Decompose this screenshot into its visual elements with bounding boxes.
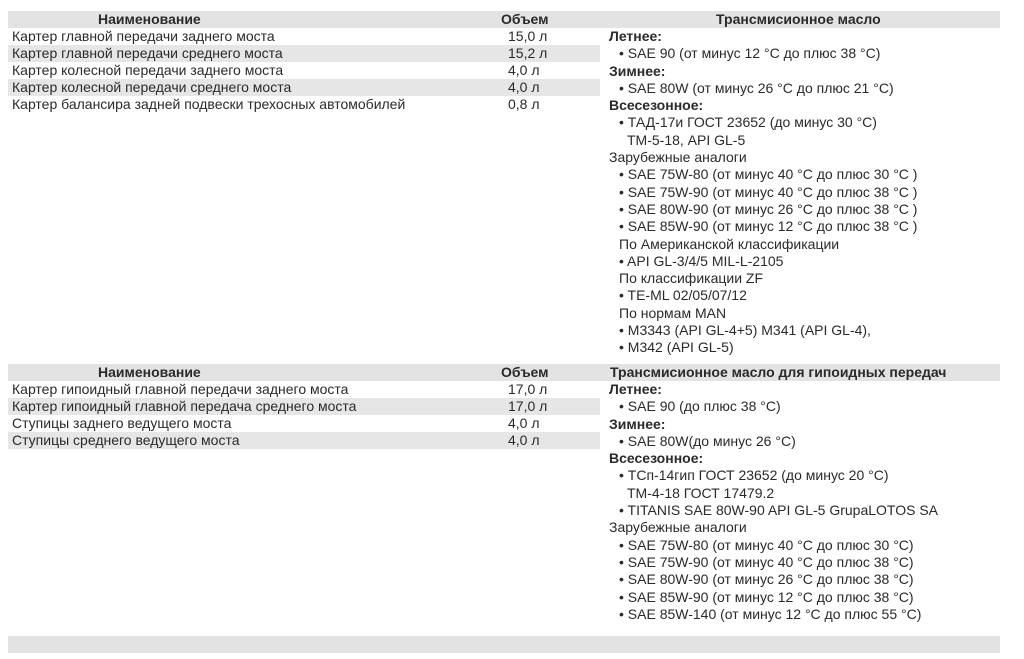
oil-item: • M3343 (API GL-4+5) M341 (API GL-4),: [619, 322, 871, 339]
oil-item: • ТАД-17и ГОСТ 23652 (до минус 30 °С): [619, 114, 877, 131]
unit-volume: 4,0 л: [508, 62, 540, 78]
transmission-oil-section: [8, 11, 1000, 361]
oil-item: • SAE 80W-90 (от минус 26 °С до плюс 38 °С): [619, 571, 914, 588]
oil-item: • SAE 80W (от минус 26 °С до плюс 21 °С): [619, 79, 894, 96]
oil-subheading: По классификации ZF: [619, 270, 764, 287]
oil-item: • SAE 90 (до плюс 38 °С): [619, 398, 781, 415]
unit-volume: 4,0 л: [508, 415, 540, 431]
oil-category: Зимнее:: [609, 415, 666, 432]
oil-category: Зимнее:: [609, 62, 666, 79]
unit-name: Ступицы среднего ведущего моста: [12, 432, 240, 448]
column-header-volume: Объем: [501, 11, 549, 27]
oil-item: • M342 (API GL-5): [619, 339, 734, 356]
section-header: [8, 364, 1000, 381]
unit-name: Ступицы заднего ведущего моста: [12, 415, 232, 431]
table-row: [8, 398, 600, 415]
table-row: [8, 62, 600, 79]
units-table: [8, 381, 600, 449]
hypoid-oil-section: [8, 364, 1000, 624]
column-header-name: Наименование: [98, 364, 201, 380]
unit-volume: 15,0 л: [508, 28, 548, 44]
unit-volume: 17,0 л: [508, 398, 548, 414]
oil-category: Летнее:: [609, 381, 662, 397]
oil-subheading: Зарубежные аналоги: [609, 149, 747, 166]
oil-item-continuation: ТМ-5-18, API GL-5: [627, 131, 746, 148]
oil-category: Всесезонное:: [609, 450, 704, 467]
unit-name: Картер гипоидный главной передача среднего моста: [12, 398, 357, 414]
oil-item: • API GL-3/4/5 MIL-L-2105: [619, 252, 784, 269]
unit-volume: 4,0 л: [508, 432, 540, 448]
oil-item: • SAE 85W-140 (от минус 12 °С до плюс 55 °С): [619, 605, 922, 622]
unit-name: Картер колесной передачи среднего моста: [12, 79, 292, 95]
oil-item: • SAE 85W-90 (от минус 12 °С до плюс 38 °С): [619, 588, 914, 605]
oil-specification-page: [8, 11, 1000, 624]
units-table: [8, 28, 600, 113]
oil-category: Летнее:: [609, 28, 662, 44]
table-row: [8, 381, 600, 398]
footer-bar: [8, 636, 1000, 653]
unit-volume: 4,0 л: [508, 79, 540, 95]
table-row: [8, 79, 600, 96]
unit-name: Картер главной передачи среднего моста: [12, 45, 283, 61]
table-row: [8, 96, 600, 113]
oil-item: • SAE 80W(до минус 26 °С): [619, 432, 796, 449]
unit-name: Картер колесной передачи заднего моста: [12, 62, 284, 78]
column-header-oil: Трансмисионное масло для гипоидных передач: [610, 364, 947, 380]
unit-volume: 17,0 л: [508, 381, 548, 397]
oil-subheading: По Американской классификации: [619, 235, 840, 252]
oil-item: • SAE 75W-80 (от минус 40 °С до плюс 30 °С ): [619, 166, 918, 183]
unit-volume: 0,8 л: [508, 96, 540, 112]
unit-name: Картер гипоидный главной передачи заднего моста: [12, 381, 349, 397]
table-row: [8, 432, 600, 449]
oil-item: • SAE 75W-90 (от минус 40 °С до плюс 38 °С ): [619, 183, 918, 200]
oil-item: • SAE 90 (от минус 12 °С до плюс 38 °С): [619, 45, 881, 62]
section-header: [8, 11, 1000, 28]
unit-name: Картер балансира задней подвески трехосных автомобилей: [12, 96, 406, 112]
column-header-volume: Объем: [501, 364, 549, 380]
table-row: [8, 45, 600, 62]
oil-category: Всесезонное:: [609, 97, 704, 114]
column-header-name: Наименование: [98, 11, 201, 27]
oil-item-continuation: ТМ-4-18 ГОСТ 17479.2: [627, 484, 775, 501]
oil-item: • TITANIS SAE 80W-90 API GL-5 GrupaLOTOS SA: [619, 502, 938, 519]
oil-item: • TE-ML 02/05/07/12: [619, 287, 747, 304]
oil-list: [609, 28, 1000, 357]
unit-volume: 15,2 л: [508, 45, 548, 61]
oil-item: • SAE 80W-90 (от минус 26 °С до плюс 38 °С ): [619, 200, 918, 217]
oil-item: • SAE 75W-80 (от минус 40 °С до плюс 30 °С): [619, 536, 914, 553]
oil-list: [609, 381, 1000, 623]
table-row: [8, 28, 600, 45]
oil-subheading: Зарубежные аналоги: [609, 519, 747, 536]
oil-subheading: По нормам MAN: [619, 304, 727, 321]
oil-item: • ТСп-14гип ГОСТ 23652 (до минус 20 °С): [619, 467, 889, 484]
column-header-oil: Трансмисионное масло: [716, 11, 881, 27]
oil-item: • SAE 85W-90 (от минус 12 °С до плюс 38 °С ): [619, 218, 918, 235]
oil-item: • SAE 75W-90 (от минус 40 °С до плюс 38 °С): [619, 553, 914, 570]
unit-name: Картер главной передачи заднего моста: [12, 28, 275, 44]
table-row: [8, 415, 600, 432]
